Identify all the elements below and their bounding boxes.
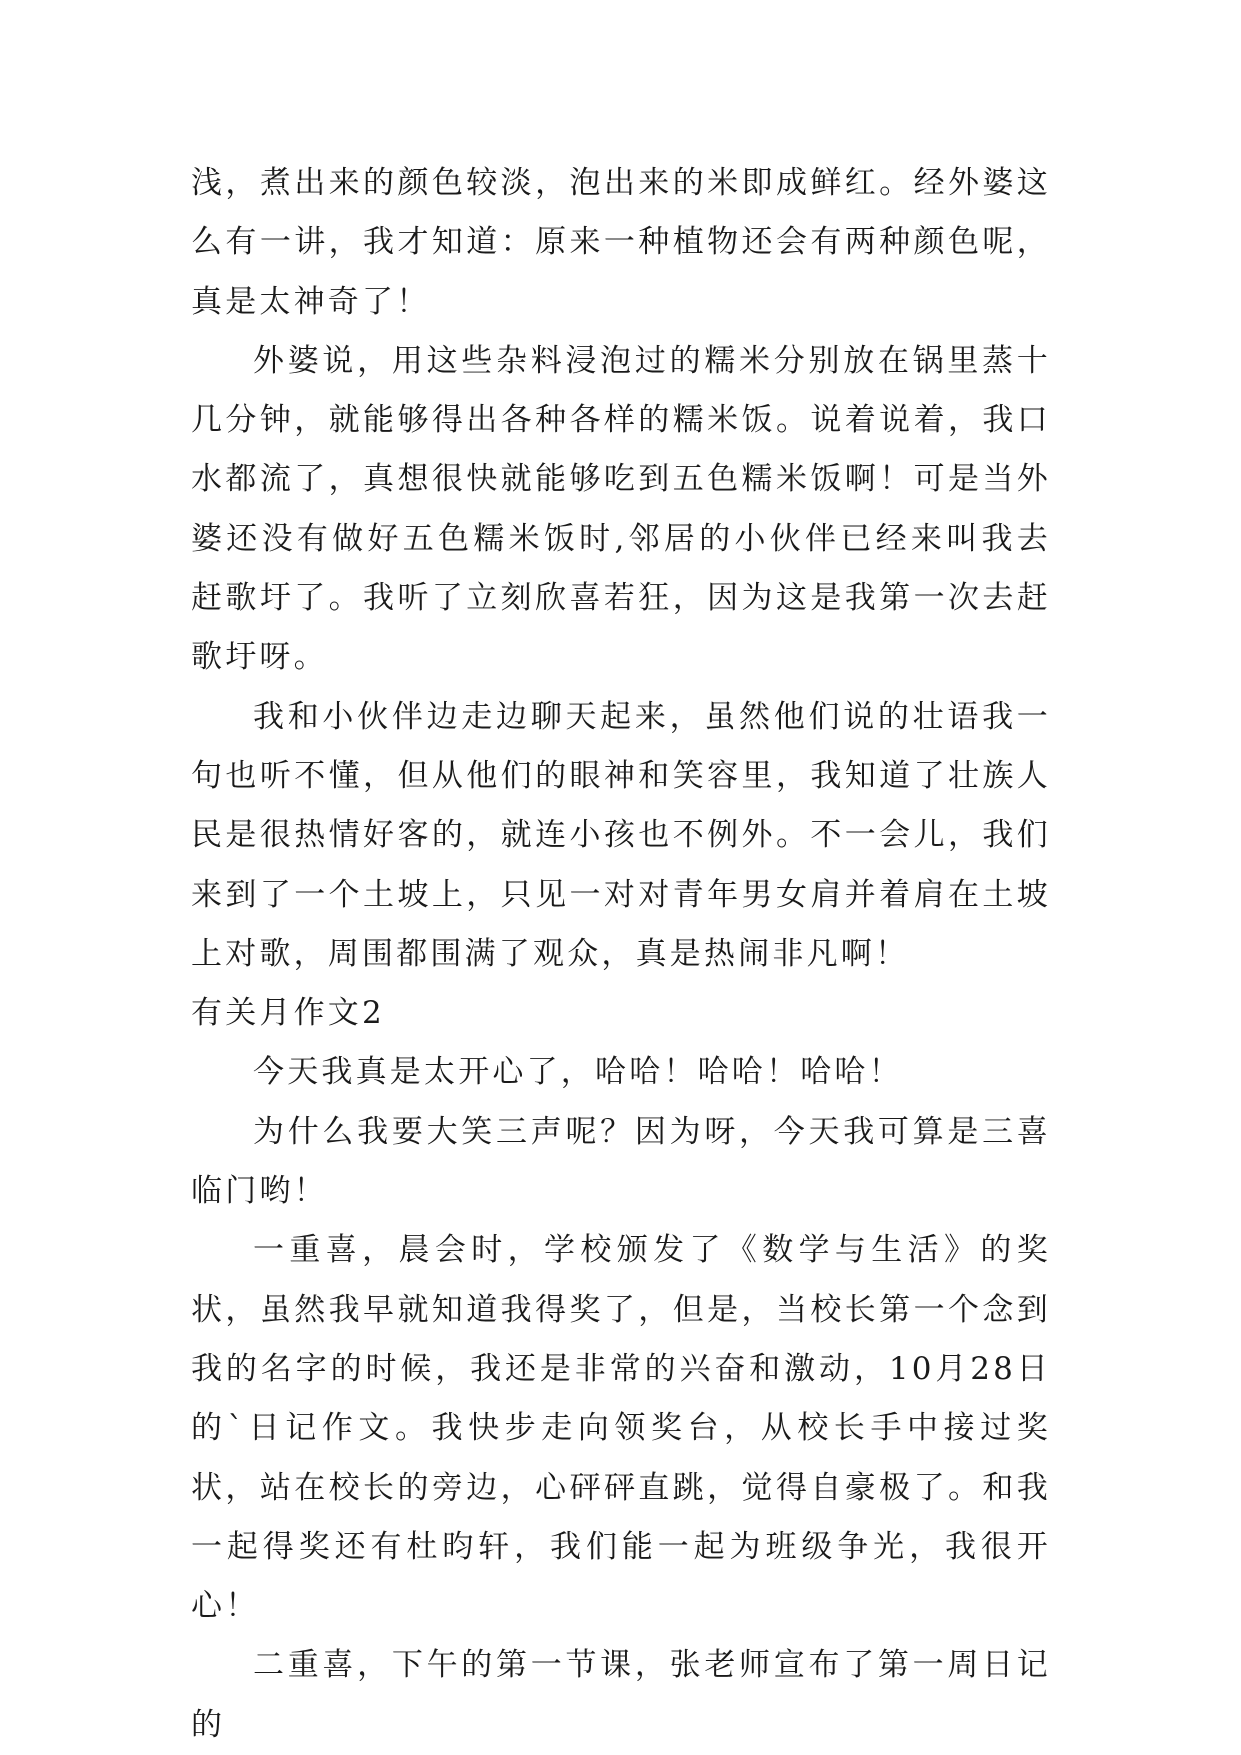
paragraph: 为什么我要大笑三声呢？因为呀，今天我可算是三喜临门哟！ (191, 1113, 1051, 1210)
paragraph: 二重喜，下午的第一节课，张老师宣布了第一周日记的 (191, 1647, 1051, 1743)
paragraph: 浅，煮出来的颜色较淡，泡出来的米即成鲜红。经外婆这么有一讲，我才知道：原来一种植物还会有两种颜色呢，真是太神奇了！ (191, 165, 1051, 320)
paragraph: 一重喜，晨会时，学校颁发了《数学与生活》的奖状，虽然我早就知道我得奖了，但是，当校长第一个念到我的名字的时候，我还是非常的兴奋和激动，10月28日的`日记作文。我快步走向领奖台，从校长手中接过奖状，站在校长的旁边，心砰砰直跳，觉得自豪极了。和我一起得奖还有杜昀轩，我们能一起为班级争光，我很开心！ (191, 1232, 1051, 1625)
paragraph: 我和小伙伴边走边聊天起来，虽然他们说的壮语我一句也听不懂，但从他们的眼神和笑容里，我知道了壮族人民是很热情好客的，就连小孩也不例外。不一会儿，我们来到了一个土坡上，只见一对对青年男女肩并着肩在土坡上对歌，周围都围满了观众，真是热闹非凡啊！ (191, 698, 1051, 972)
paragraph: 今天我真是太开心了，哈哈！哈哈！哈哈！ (253, 1054, 903, 1091)
section-heading: 有关月作文2 (191, 995, 385, 1032)
paragraph: 外婆说，用这些杂料浸泡过的糯米分别放在锅里蒸十几分钟，就能够得出各种各样的糯米饭。说着说着，我口水都流了，真想很快就能够吃到五色糯米饭啊！可是当外婆还没有做好五色糯米饭时,邻居的小伙伴已经来叫我去赶歌圩了。我听了立刻欣喜若狂，因为这是我第一次去赶歌圩呀。 (191, 342, 1051, 676)
document-body (191, 154, 1051, 1755)
